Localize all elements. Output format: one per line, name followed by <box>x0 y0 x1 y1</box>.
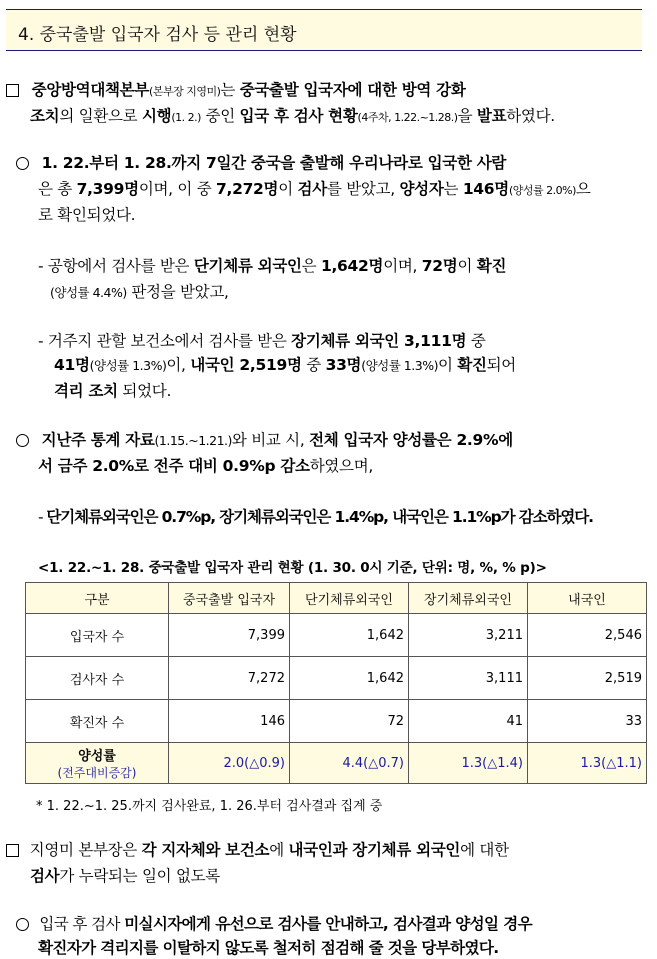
table-cell: 41 <box>409 700 528 743</box>
row-label: 검사자 수 <box>26 657 169 700</box>
circle-bullet-icon <box>16 434 29 447</box>
paragraph-8-line-1: 입국 후 검사 미실시자에게 유선으로 검사를 안내하고, 검사결과 양성일 경우 <box>16 914 532 934</box>
paragraph-5-line-1: 지난주 통계 자료(1.15.~1.21.)와 비교 시, 전체 입국자 양성률은 2.9%에 <box>16 430 513 451</box>
paragraph-2-line-2: 은 총 7,399명이며, 이 중 7,272명이 검사를 받았고, 양성자는 146명(양성률 2.0%)으 <box>38 180 591 198</box>
table-header-row <box>26 583 647 614</box>
paragraph-2-line-1: 1. 22.부터 1. 28.까지 7일간 중국을 출발해 우리나라로 입국한 사람 <box>16 153 506 173</box>
paragraph-3-line-2: (양성률 4.4%) 판정을 받았고, <box>50 283 229 301</box>
paragraph-3-line-1: - 공항에서 검사를 받은 단기체류 외국인은 1,642명이며, 72명이 확진 <box>38 257 507 275</box>
table-cell: 1.3(△1.4) <box>409 743 528 784</box>
table-cell: 72 <box>290 700 409 743</box>
section-title: 4. 중국출발 입국자 검사 등 관리 현황 <box>18 25 297 45</box>
table-cell: 4.4(△0.7) <box>290 743 409 784</box>
table-header-cell: 내국인 <box>528 583 647 614</box>
inbound-stats-table <box>25 582 647 784</box>
paragraph-4-line-3: 격리 조치 되었다. <box>54 382 172 400</box>
table-cell: 1.3(△1.1) <box>528 743 647 784</box>
row-label: 확진자 수 <box>26 700 169 743</box>
circle-bullet-icon <box>16 157 29 170</box>
square-bullet-icon <box>6 844 19 857</box>
table-cell: 2,546 <box>528 614 647 657</box>
table-footnote: * 1. 22.~1. 25.까지 검사완료, 1. 26.부터 검사결과 집계 중 <box>36 799 383 814</box>
row-label: 양성률 (전주대비증감) <box>26 743 169 784</box>
paragraph-1-line-2: 조치의 일환으로 시행(1. 2.) 중인 입국 후 검사 현황(4주차, 1.22.~1.28.)을 발표하였다. <box>30 107 555 125</box>
section-title-box <box>6 9 642 51</box>
positivity-rate-row <box>26 743 647 784</box>
table-cell: 7,399 <box>169 614 290 657</box>
circle-bullet-icon <box>16 918 29 931</box>
paragraph-5-line-2: 서 금주 2.0%로 전주 대비 0.9%p 감소하였으며, <box>38 457 374 475</box>
paragraph-6-line-1: - 단기체류외국인은 0.7%p, 장기체류외국인은 1.4%p, 내국인은 1.1%p가 감소하였다. <box>38 508 593 526</box>
paragraph-2-line-3: 로 확인되었다. <box>38 206 136 224</box>
square-bullet-icon <box>6 84 19 97</box>
table-row <box>26 614 647 657</box>
table-header-cell: 구분 <box>26 583 169 614</box>
table-cell: 1,642 <box>290 614 409 657</box>
row-label: 입국자 수 <box>26 614 169 657</box>
table-cell: 2.0(△0.9) <box>169 743 290 784</box>
paragraph-4-line-1: - 거주지 관할 보건소에서 검사를 받은 장기체류 외국인 3,111명 중 <box>38 332 486 350</box>
table-cell: 7,272 <box>169 657 290 700</box>
table-cell: 146 <box>169 700 290 743</box>
paragraph-1-line-1: 중앙방역대책본부(본부장 지영미)는 중국출발 입국자에 대한 방역 강화 <box>6 80 466 102</box>
paragraph-7-line-1: 지영미 본부장은 각 지자체와 보건소에 내국인과 장기체류 외국인에 대한 <box>6 840 509 860</box>
table-cell: 33 <box>528 700 647 743</box>
table-caption: <1. 22.~1. 28. 중국출발 입국자 관리 현황 (1. 30. 0시 기준, 단위: 명, %, % p)> <box>38 560 547 576</box>
paragraph-4-line-2: 41명(양성률 1.3%)이, 내국인 2,519명 중 33명(양성률 1.3%)이 확진되어 <box>54 356 516 374</box>
table-row <box>26 700 647 743</box>
table-row <box>26 657 647 700</box>
table-header-cell: 단기체류외국인 <box>290 583 409 614</box>
table-header-cell: 장기체류외국인 <box>409 583 528 614</box>
table-header-cell: 중국출발 입국자 <box>169 583 290 614</box>
table-cell: 3,111 <box>409 657 528 700</box>
paragraph-7-line-2: 검사가 누락되는 일이 없도록 <box>30 867 220 885</box>
table-cell: 1,642 <box>290 657 409 700</box>
paragraph-8-line-2: 확진자가 격리지를 이탈하지 않도록 철저히 점검해 줄 것을 당부하였다. <box>38 939 499 957</box>
table-cell: 2,519 <box>528 657 647 700</box>
table-cell: 3,211 <box>409 614 528 657</box>
